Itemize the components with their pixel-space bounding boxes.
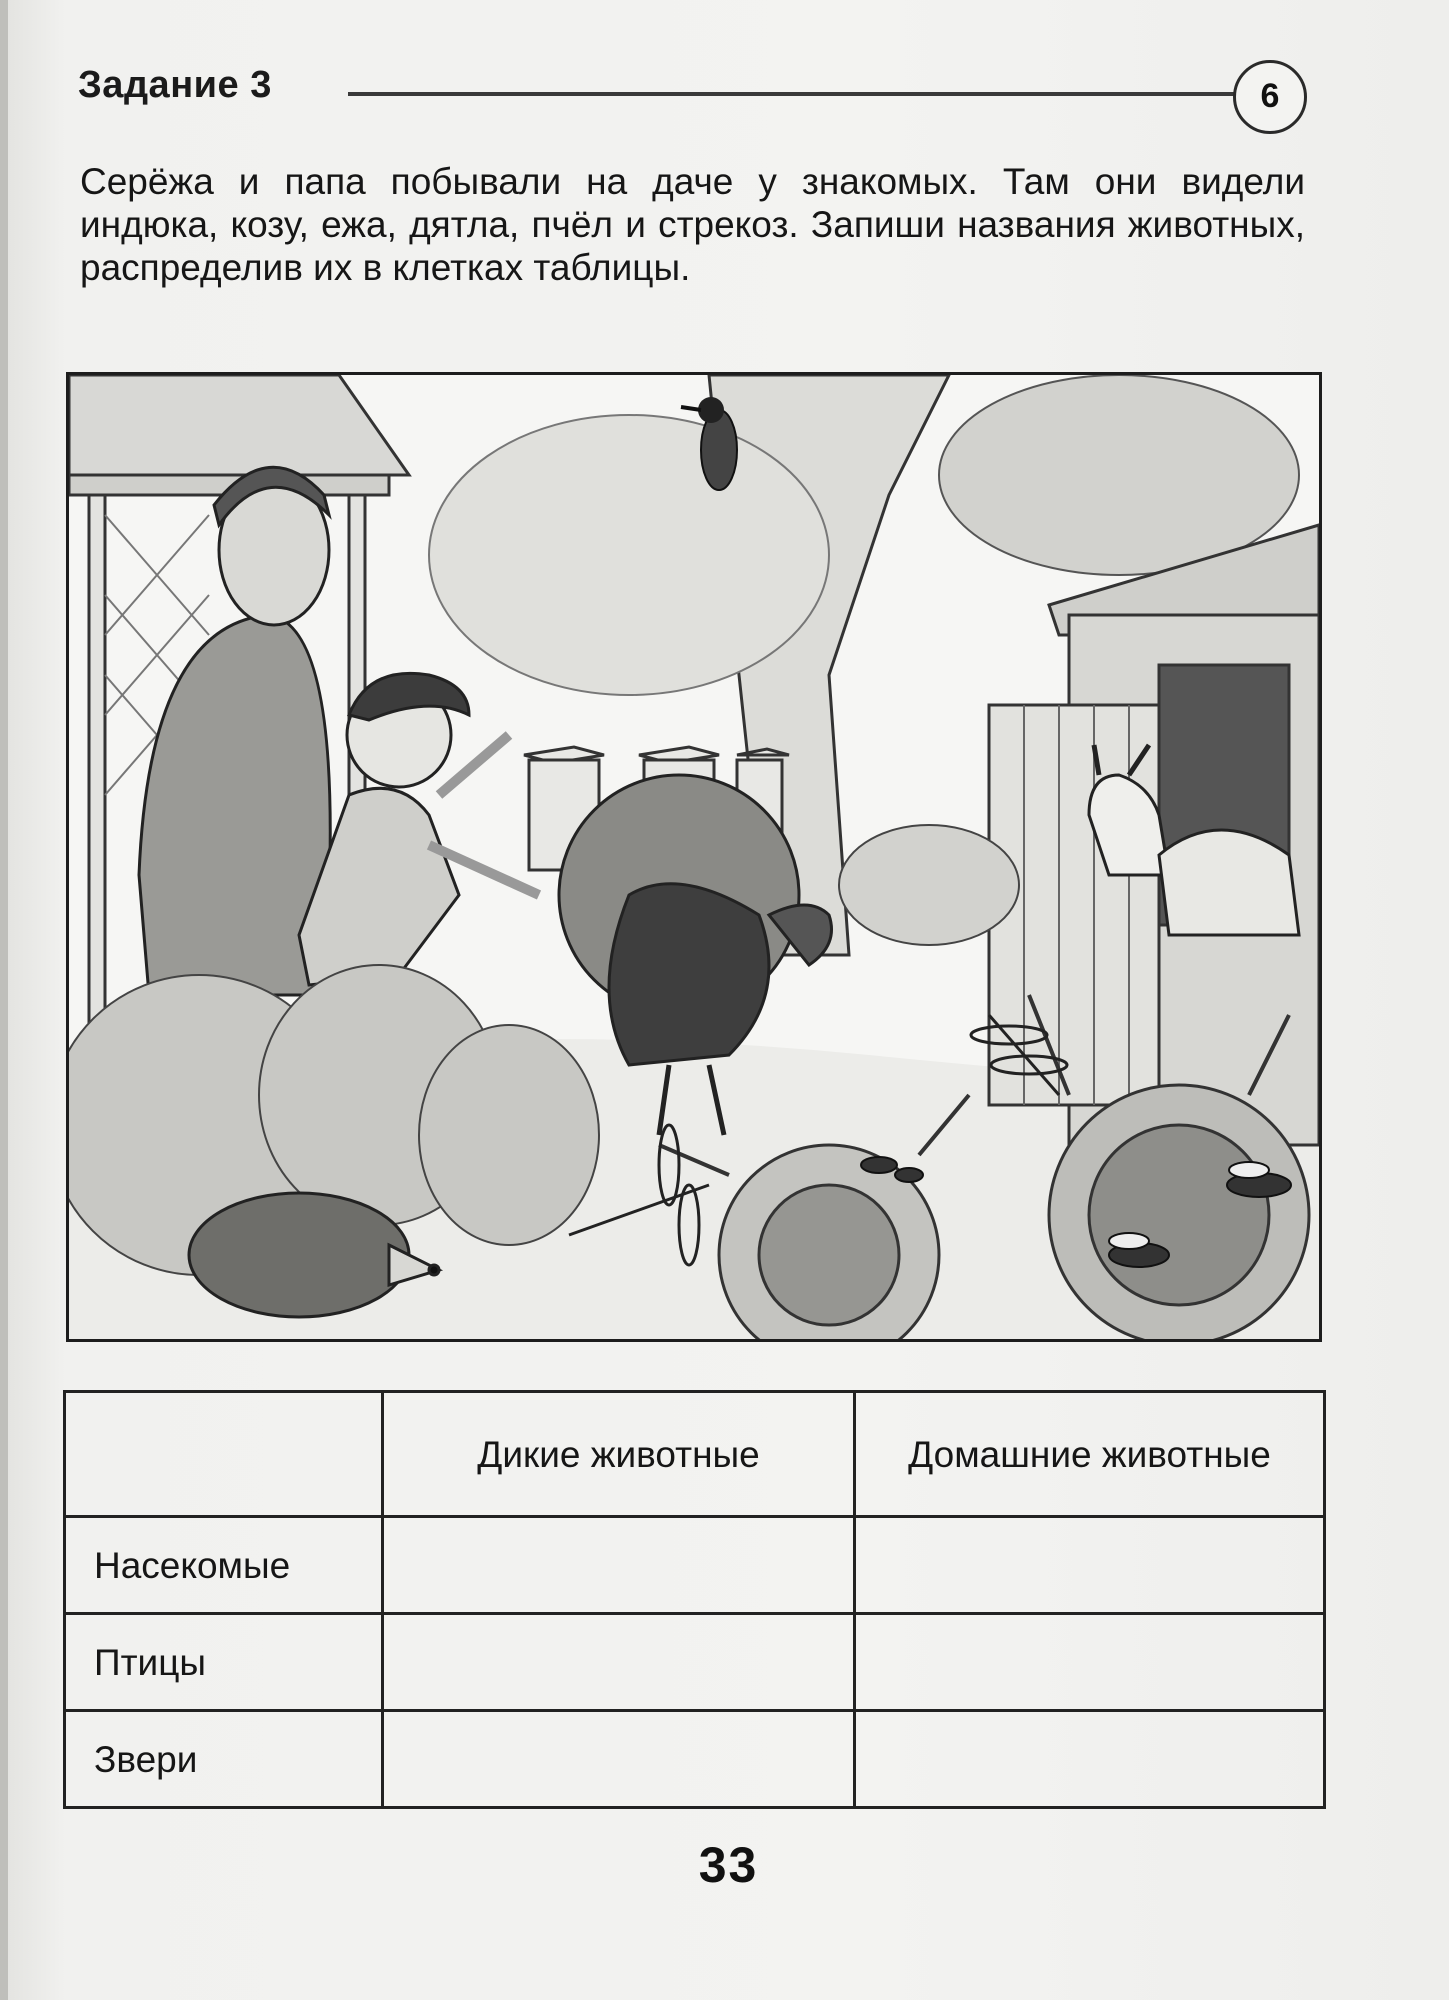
answer-cell-birds-domestic[interactable] [855,1614,1325,1711]
answer-cell-insects-domestic[interactable] [855,1517,1325,1614]
table-row-birds [65,1614,1325,1711]
answer-cell-insects-wild[interactable] [383,1517,855,1614]
table-corner-cell [65,1392,383,1517]
workbook-page [8,0,1449,2000]
row-label-mammals: Звери [65,1711,383,1808]
table-header-row [65,1392,1325,1517]
answer-cell-mammals-wild[interactable] [383,1711,855,1808]
table-row-insects [65,1517,1325,1614]
answer-cell-mammals-domestic[interactable] [855,1711,1325,1808]
task-title: Задание 3 [78,64,272,106]
row-label-birds: Птицы [65,1614,383,1711]
column-header-domestic: Домашние животные [855,1392,1325,1517]
answer-table [63,1390,1326,1809]
header-divider [348,92,1268,96]
dacha-illustration [66,372,1322,1342]
column-header-wild: Дикие животные [383,1392,855,1517]
task-instructions: Серёжа и папа побывали на даче у знакомых. Там они видели индюка, козу, ежа, дятла, пчёл и стрекоз. Запиши названия животных, распределив их в клетках таблицы. [80,161,1305,288]
points-badge: 6 [1233,60,1307,134]
answer-cell-birds-wild[interactable] [383,1614,855,1711]
table-row-mammals [65,1711,1325,1808]
page-number: 33 [698,1837,759,1893]
row-label-insects: Насекомые [65,1517,383,1614]
task-header [78,64,1318,124]
